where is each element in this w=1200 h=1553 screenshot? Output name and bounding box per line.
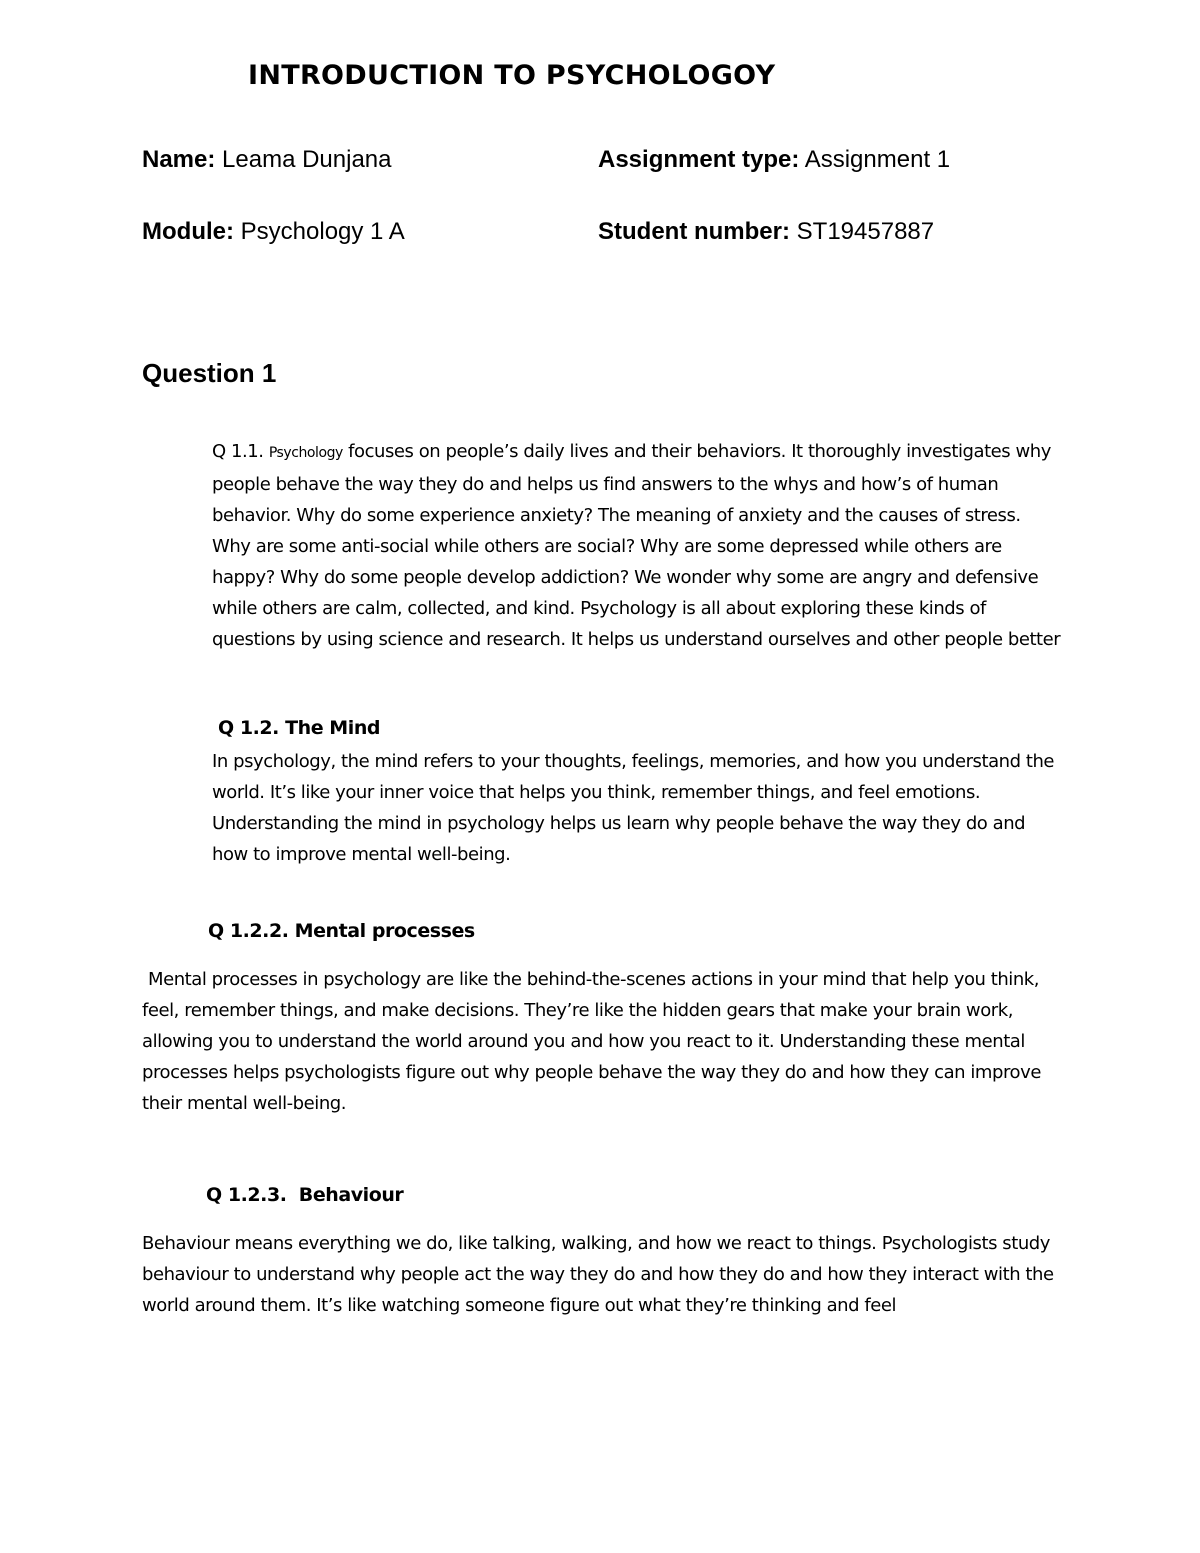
student-number-label: Student number: — [598, 218, 790, 245]
name-value: Leama Dunjana — [215, 146, 392, 173]
q11-text: focuses on people’s daily lives and their behaviors. It thoroughly investigates why people behave the way they do and helps us find answers to the whys and how’s of human behavior. Why do some experience anxiety? The meaning of anxiety and the causes of stress. Why are some anti-social while others are social? Why are some depressed while others are happy? Why do some people develop addiction? We wonder why some are angry and defensive while others are calm, collected, and kind. Psychology is all about exploring these kinds of questions by using science and research. It helps us understand ourselves and other people better — [212, 441, 1061, 650]
q122-paragraph: Mental processes in psychology are like the behind-the-scenes actions in your mind that help you think, feel, remember things, and make decisions. They’re like the hidden gears that make your brain work, allowing you to understand the world around you and how you react to it. Understanding these mental processes helps psychologists figure out why people behave the way they do and how they can improve their mental well-being. — [142, 969, 1041, 1114]
q11-first-word: Psychology — [268, 445, 343, 461]
module-label: Module: — [142, 218, 234, 245]
name-label: Name: — [142, 146, 216, 173]
q12-paragraph: In psychology, the mind refers to your thoughts, feelings, memories, and how you understand the world. It’s like your inner voice that helps you think, remember things, and feel emotions. Understanding the mind in psychology helps us learn why people behave the way they do and how to improve mental well-being. — [212, 751, 1055, 865]
q12-heading: Q 1.2. The Mind — [218, 717, 381, 739]
document-title: INTRODUCTION TO PSYCHOLOGOY — [248, 60, 776, 91]
question-heading: Question 1 — [142, 358, 277, 388]
assignment-type-value: Assignment 1 — [799, 146, 951, 173]
q11-label: Q 1.1. — [212, 441, 269, 462]
module-field — [142, 218, 405, 246]
q122-heading: Q 1.2.2. Mental processes — [208, 920, 475, 942]
q11-paragraph — [212, 436, 1062, 655]
assignment-type-field — [598, 146, 950, 174]
student-number-value: ST19457887 — [790, 218, 935, 245]
assignment-type-label: Assignment type: — [598, 146, 800, 173]
module-value: Psychology 1 A — [233, 218, 405, 245]
q123-heading: Q 1.2.3. Behaviour — [206, 1184, 404, 1206]
q123-paragraph: Behaviour means everything we do, like talking, walking, and how we react to things. Psychologists study behaviour to understand why people act the way they do and how they do and how they interact with the world around them. It’s like watching someone figure out what they’re thinking and feel — [142, 1233, 1054, 1316]
name-field — [142, 146, 391, 174]
student-number-field — [598, 218, 934, 246]
